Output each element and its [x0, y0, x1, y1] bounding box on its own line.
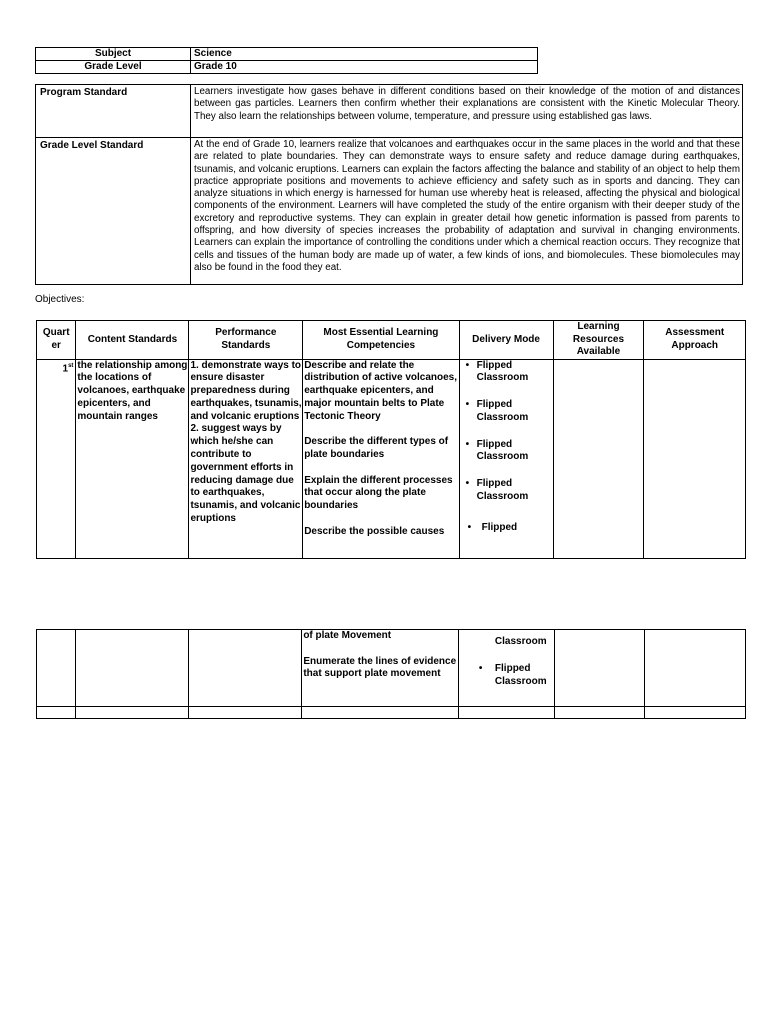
- header-assessment-approach: Assessment Approach: [644, 321, 746, 360]
- melc-item: Describe the possible causes: [304, 525, 445, 537]
- melc-cell: [302, 630, 459, 707]
- delivery-mode-text: Flipped: [481, 521, 518, 533]
- empty-cell: [458, 707, 554, 719]
- header-performance-standards: Performance Standards: [189, 321, 303, 360]
- delivery-mode-item: [462, 439, 551, 465]
- melc-cell: [303, 359, 459, 558]
- grade-level-value: Grade 10: [191, 61, 538, 74]
- bullet-icon: •: [465, 478, 470, 490]
- grade-level-standard-text: At the end of Grade 10, learners realize that volcanoes and earthquakes occur in the same places in the world and that these are related to plate boundaries. They can demonstrate ways to ensure safety and reduce damage during earthquakes, tsunamis, and volcanic eruptions. Learners can explain the factors affecting the balance and stability of an object to help them practice appropriate positions and movements to achieve efficiency and safety such as in sports and dancing. They can analyze situations in which energy is harnessed for human use whereby heat is released, affecting the physical and biological components of the environment. Learners will have completed the study of the entire organism with their deeper study of the excretory and reproductive systems. They can explain in greater detail how genetic information is passed from parents to offspring, and how diversity of species increases the probability of adaptation and survival in changing environments. Learners can explain the importance of controlling the conditions under which a chemical reaction occurs. They recognize that cells and tissues of the human body are made up of water, a few kinds of ions, and biomolecules. These biomolecules may also be found in the food they eat.: [191, 138, 743, 285]
- table-row: [37, 630, 746, 707]
- delivery-mode-cell: [458, 630, 554, 707]
- delivery-mode-item: [461, 663, 552, 689]
- delivery-mode-item: [462, 399, 551, 425]
- header-quarter-text: Quarter: [42, 327, 70, 351]
- delivery-mode-text: Flipped Classroom: [476, 399, 529, 423]
- subject-label: Subject: [36, 48, 191, 61]
- grade-level-standard-row: [36, 138, 743, 285]
- delivery-mode-item: [462, 360, 551, 386]
- delivery-mode-text: Flipped Classroom: [494, 662, 547, 687]
- empty-cell: [554, 707, 644, 719]
- assessment-approach-cell: [645, 630, 746, 707]
- grade-level-standard-label: Grade Level Standard: [36, 138, 191, 285]
- delivery-mode-cell: [459, 359, 553, 558]
- bullet-icon: •: [465, 399, 470, 411]
- delivery-mode-list: [462, 360, 551, 535]
- learning-resources-cell: [553, 359, 644, 558]
- empty-cell: [188, 707, 301, 719]
- performance-standards-cell: [189, 359, 303, 558]
- standards-table: [35, 84, 743, 285]
- header-melc: Most Essential Learning Competencies: [303, 321, 459, 360]
- performance-item: 1. demonstrate ways to ensure disaster preparedness during earthquakes, tsunamis, and volcanic eruptions: [190, 359, 302, 422]
- quarter-cell: [37, 630, 76, 707]
- table-row: [37, 359, 746, 558]
- delivery-mode-list: [461, 636, 552, 688]
- subject-row: [36, 48, 538, 61]
- program-standard-row: [36, 85, 743, 138]
- quarter-cell: [37, 359, 76, 558]
- delivery-mode-text: Flipped Classroom: [476, 478, 529, 503]
- grade-level-row: [36, 61, 538, 74]
- melc-item: Describe and relate the distribution of active volcanoes, earthquake epicenters, and major mountain belts to Plate Tectonic Theory: [304, 359, 458, 422]
- empty-cell: [75, 707, 188, 719]
- table-row: [37, 707, 746, 719]
- program-standard-label: Program Standard: [36, 85, 191, 138]
- content-standards-cell: [75, 630, 188, 707]
- subject-value: Science: [191, 48, 538, 61]
- melc-item: of plate Movement: [303, 630, 392, 641]
- delivery-mode-text: Flipped Classroom: [476, 438, 529, 463]
- delivery-mode-item: [462, 478, 551, 504]
- program-standard-text: Learners investigate how gases behave in different conditions based on their knowledge of the motion of and distances between gas particles. Learners then confirm whether their explanations are consistent with the Kinetic Molecular Theory. They also learn the relationships between volume, temperature, and pressure using established gas laws.: [191, 85, 743, 138]
- header-quarter: [37, 321, 76, 360]
- quarter-number: 1: [62, 362, 69, 374]
- assessment-approach-cell: [644, 359, 746, 558]
- header-content-standards: Content Standards: [76, 321, 189, 360]
- delivery-mode-text: Classroom: [494, 636, 547, 647]
- empty-cell: [302, 707, 459, 719]
- table-header-row: [37, 321, 746, 360]
- objectives-table: [36, 320, 746, 559]
- objectives-label: Objectives:: [35, 294, 85, 305]
- content-standards-cell: the relationship among the locations of volcanoes, earthquake epicenters, and mountain ranges: [76, 359, 189, 558]
- performance-item: 2. suggest ways by which he/she can contribute to government efforts in reducing damage due to earthquakes, tsunamis, and volcanic eruptions: [190, 423, 301, 525]
- performance-standards-cell: [188, 630, 301, 707]
- delivery-mode-item: [462, 522, 551, 535]
- delivery-mode-text: Flipped Classroom: [476, 359, 529, 384]
- bullet-icon: •: [478, 662, 483, 674]
- delivery-mode-item: [461, 636, 552, 649]
- grade-level-label: Grade Level: [36, 61, 191, 74]
- quarter-suffix: st: [68, 362, 74, 369]
- melc-item: Explain the different processes that occur along the plate boundaries: [304, 474, 453, 512]
- melc-item: Describe the different types of plate boundaries: [304, 436, 449, 461]
- header-delivery-mode: Delivery Mode: [459, 321, 553, 360]
- empty-cell: [37, 707, 76, 719]
- bullet-icon: •: [467, 521, 472, 533]
- header-learning-resources: Learning Resources Available: [553, 321, 644, 360]
- bullet-icon: •: [465, 438, 470, 450]
- learning-resources-cell: [554, 630, 644, 707]
- objectives-table-continued: [36, 629, 746, 719]
- empty-cell: [645, 707, 746, 719]
- subject-table: [35, 47, 538, 74]
- melc-item: Enumerate the lines of evidence that support plate movement: [303, 655, 457, 680]
- bullet-icon: •: [465, 359, 470, 371]
